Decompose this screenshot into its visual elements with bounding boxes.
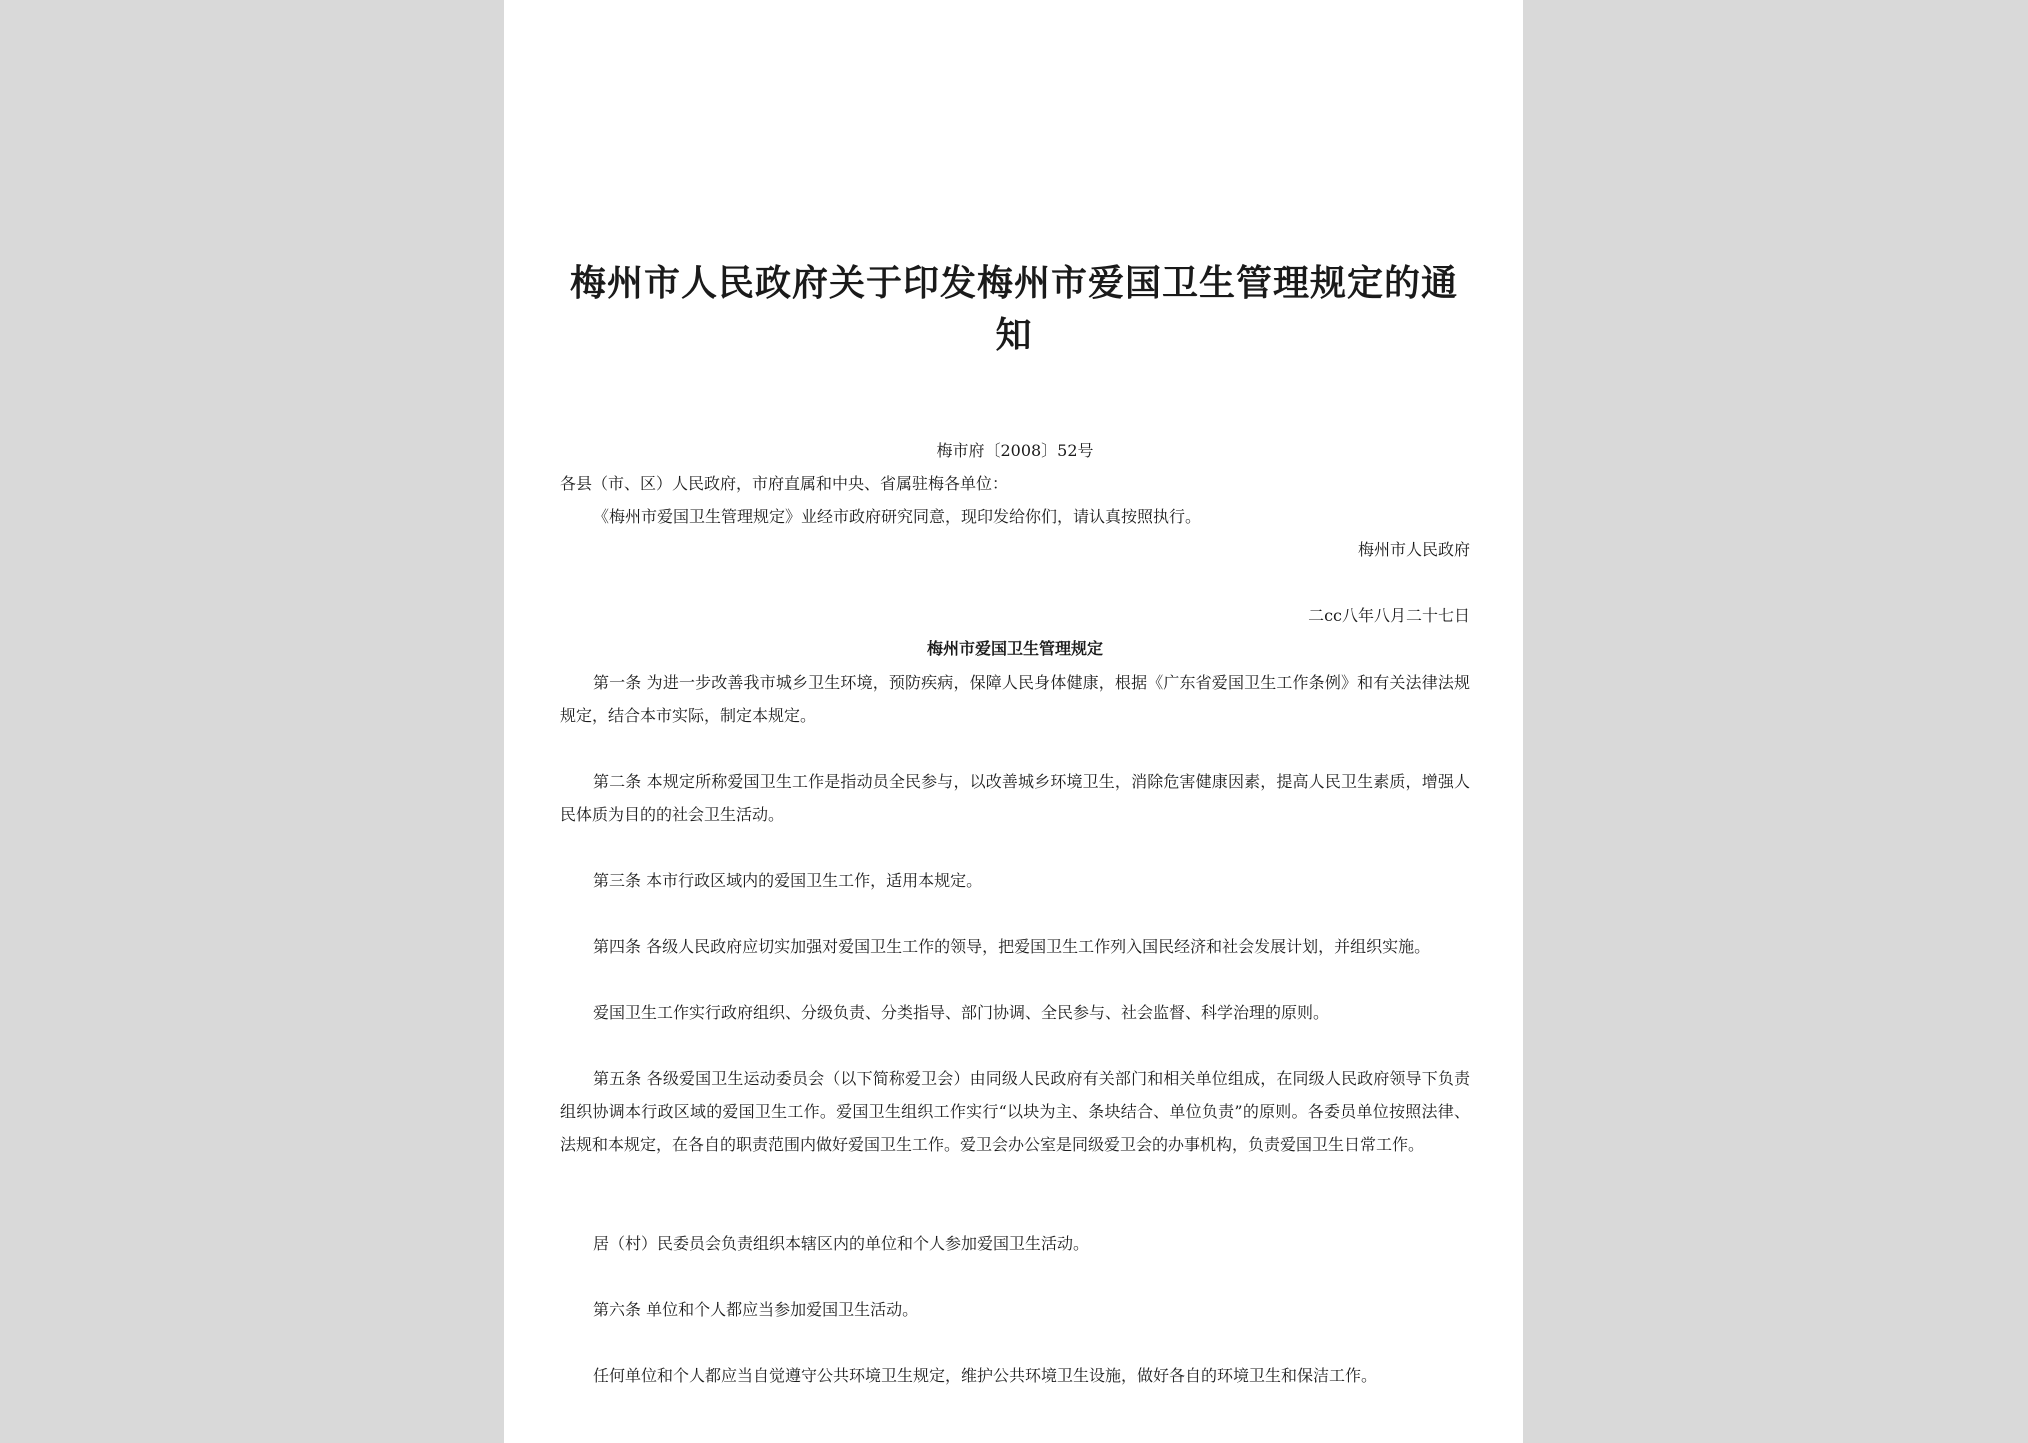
document-title: 梅州市人民政府关于印发梅州市爱国卫生管理规定的通知 xyxy=(569,263,1458,356)
issue-date: 二cc八年八月二十七日 xyxy=(1308,606,1470,625)
document-number: 梅市府〔2008〕52号 xyxy=(936,441,1094,460)
addressee: 各县（市、区）人民政府，市府直属和中央、省属驻梅各单位： xyxy=(560,474,1009,493)
article-5-committee: 居（村）民委员会负责组织本辖区内的单位和个人参加爱国卫生活动。 xyxy=(593,1234,1090,1253)
article-6-duty: 任何单位和个人都应当自觉遵守公共环境卫生规定，维护公共环境卫生设施，做好各自的环境卫生和保洁工作。 xyxy=(593,1366,1378,1385)
document-page xyxy=(504,0,1523,1443)
article-1: 第一条 为进一步改善我市城乡卫生环境，预防疾病，保障人民身体健康，根据《广东省爱国卫生工作条例》和有关法律法规规定，结合本市实际，制定本规定。 xyxy=(560,673,1470,725)
notice-body: 《梅州市爱国卫生管理规定》业经市政府研究同意，现印发给你们，请认真按照执行。 xyxy=(593,507,1202,526)
article-3: 第三条 本市行政区域内的爱国卫生工作，适用本规定。 xyxy=(593,871,983,890)
regulation-title: 梅州市爱国卫生管理规定 xyxy=(926,639,1103,658)
article-6: 第六条 单位和个人都应当参加爱国卫生活动。 xyxy=(593,1300,919,1319)
article-4: 第四条 各级人民政府应切实加强对爱国卫生工作的领导，把爱国卫生工作列入国民经济和社会发展计划，并组织实施。 xyxy=(593,937,1431,956)
issuer: 梅州市人民政府 xyxy=(1357,540,1470,559)
article-4-principle: 爱国卫生工作实行政府组织、分级负责、分类指导、部门协调、全民参与、社会监督、科学治理的原则。 xyxy=(593,1003,1330,1022)
article-5: 第五条 各级爱国卫生运动委员会（以下简称爱卫会）由同级人民政府有关部门和相关单位组成，在同级人民政府领导下负责组织协调本行政区域的爱国卫生工作。爱国卫生组织工作实行“以块为主、条块结合、单位负责”的原则。各委员单位按照法律、法规和本规定，在各自的职责范围内做好爱国卫生工作。爱卫会办公室是同级爱卫会的办事机构，负责爱国卫生日常工作。 xyxy=(560,1069,1470,1154)
article-2: 第二条 本规定所称爱国卫生工作是指动员全民参与，以改善城乡环境卫生，消除危害健康因素，提高人民卫生素质，增强人民体质为目的的社会卫生活动。 xyxy=(560,772,1470,824)
